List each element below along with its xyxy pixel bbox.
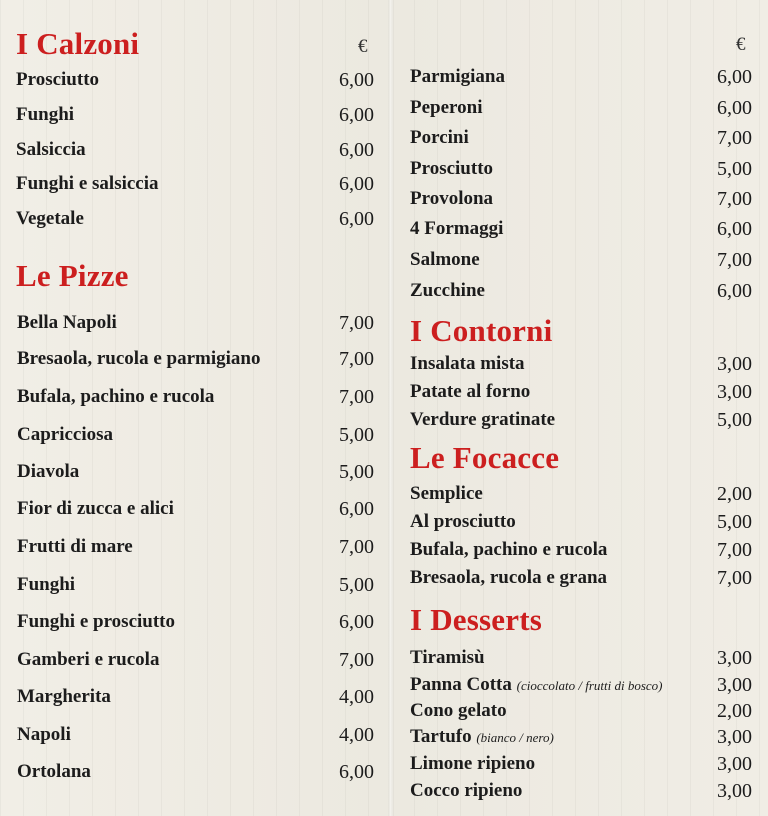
item-name: Semplice (410, 483, 483, 504)
item-name: Gamberi e rucola (17, 649, 160, 670)
item-price: 6,00 (339, 139, 374, 161)
item-price: 4,00 (339, 724, 374, 746)
calzoni-currency: € (358, 36, 368, 57)
item-name: Insalata mista (410, 353, 525, 374)
item-price: 7,00 (717, 567, 752, 589)
dessert-note: (cioccolato / frutti di bosco) (516, 678, 663, 693)
item-price: 6,00 (717, 66, 752, 88)
item-price: 7,00 (339, 312, 374, 334)
item-name: Vegetale (16, 208, 84, 229)
item-price: 7,00 (717, 188, 752, 210)
item-price: 6,00 (339, 104, 374, 126)
page-fold (388, 0, 394, 816)
desserts-title: I Desserts (410, 602, 542, 637)
item-price: 6,00 (717, 280, 752, 302)
calzoni-title: I Calzoni (16, 26, 140, 61)
item-name: Funghi (17, 574, 76, 595)
item-name (410, 726, 554, 748)
item-price: 3,00 (717, 647, 752, 669)
item-name: Verdure gratinate (410, 409, 556, 430)
item-name: Bufala, pachino e rucola (17, 386, 215, 407)
item-price: 7,00 (717, 127, 752, 149)
item-name: Prosciutto (410, 158, 494, 179)
item-price: 6,00 (339, 173, 374, 195)
item-name: Porcini (410, 127, 469, 148)
item-name (410, 674, 663, 696)
item-price: 7,00 (717, 539, 752, 561)
item-price: 7,00 (717, 249, 752, 271)
item-name: Bresaola, rucola e grana (410, 567, 608, 588)
item-name: Margherita (17, 686, 111, 707)
item-name: Zucchine (410, 280, 485, 301)
focacce-title: Le Focacce (410, 440, 560, 475)
item-name: Patate al forno (410, 381, 531, 402)
item-price: 6,00 (339, 498, 374, 520)
item-name: Frutti di mare (17, 536, 133, 557)
item-name (410, 753, 535, 775)
item-price: 5,00 (717, 158, 752, 180)
item-price: 5,00 (717, 511, 752, 533)
item-name: Bella Napoli (17, 312, 117, 333)
item-price: 5,00 (339, 574, 374, 596)
item-name: Funghi e prosciutto (17, 611, 176, 632)
item-price: 3,00 (717, 753, 752, 775)
item-name: Napoli (17, 724, 71, 745)
pizze-currency: € (736, 34, 746, 55)
item-name: Bufala, pachino e rucola (410, 539, 608, 560)
item-name: Funghi (16, 104, 75, 125)
dessert-note: (bianco / nero) (476, 730, 554, 745)
dessert-name: Panna Cotta (410, 674, 512, 695)
item-name: Prosciutto (16, 69, 100, 90)
item-name: Ortolana (17, 761, 91, 782)
item-price: 6,00 (339, 208, 374, 230)
item-name: Provolona (410, 188, 494, 209)
item-name (410, 780, 522, 802)
item-price: 5,00 (339, 461, 374, 483)
item-name: Parmigiana (410, 66, 505, 87)
pizze-title: Le Pizze (16, 258, 129, 293)
item-price: 7,00 (339, 536, 374, 558)
item-name: 4 Formaggi (410, 218, 504, 239)
item-name (410, 700, 507, 722)
item-name: Peperoni (410, 97, 483, 118)
item-name: Funghi e salsiccia (16, 173, 159, 194)
item-price: 7,00 (339, 386, 374, 408)
item-price: 7,00 (339, 348, 374, 370)
item-name: Bresaola, rucola e parmigiano (17, 348, 261, 369)
dessert-name: Tartufo (410, 726, 472, 747)
item-price: 4,00 (339, 686, 374, 708)
dessert-name: Cono gelato (410, 700, 507, 721)
item-price: 6,00 (717, 97, 752, 119)
dessert-name: Tiramisù (410, 647, 485, 668)
item-price: 3,00 (717, 780, 752, 802)
item-price: 3,00 (717, 726, 752, 748)
item-price: 3,00 (717, 353, 752, 375)
item-price: 6,00 (717, 218, 752, 240)
dessert-name: Limone ripieno (410, 753, 536, 774)
item-price: 6,00 (339, 611, 374, 633)
item-price: 5,00 (339, 424, 374, 446)
item-price: 7,00 (339, 649, 374, 671)
item-name: Fior di zucca e alici (17, 498, 174, 519)
item-name: Diavola (17, 461, 80, 482)
item-price: 6,00 (339, 69, 374, 91)
item-price: 5,00 (717, 409, 752, 431)
contorni-title: I Contorni (410, 313, 553, 348)
item-name: Al prosciutto (410, 511, 516, 532)
item-name: Salsiccia (16, 139, 86, 160)
item-price: 2,00 (717, 483, 752, 505)
item-name: Salmone (410, 249, 480, 270)
item-price: 6,00 (339, 761, 374, 783)
item-price: 3,00 (717, 381, 752, 403)
dessert-name: Cocco ripieno (410, 780, 523, 801)
item-name: Capricciosa (17, 424, 114, 445)
item-price: 3,00 (717, 674, 752, 696)
item-price: 2,00 (717, 700, 752, 722)
item-name (410, 647, 485, 669)
